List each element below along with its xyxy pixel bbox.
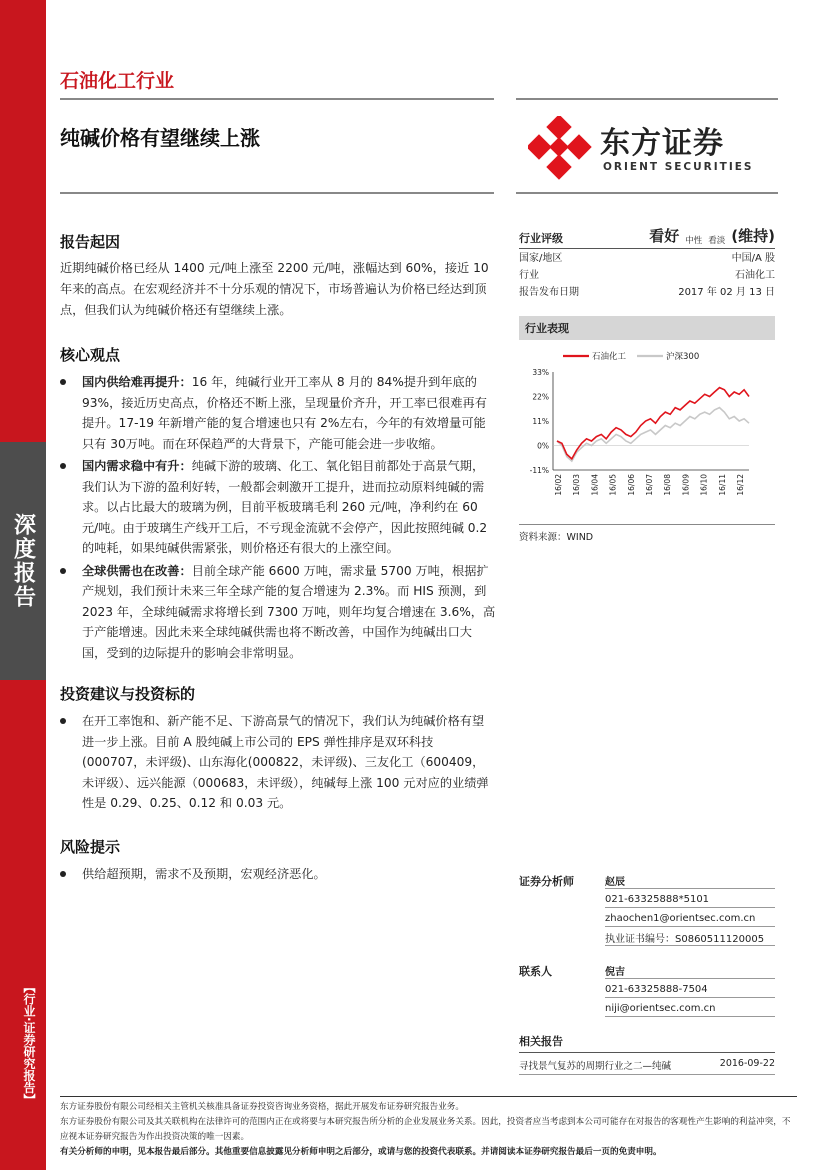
bullet-dot-icon	[60, 871, 66, 877]
related-reports	[519, 1033, 775, 1075]
info-key: 报告发布日期	[519, 287, 579, 298]
x-tick-label: 16/05	[608, 474, 618, 496]
header-rule-bottom	[60, 192, 494, 194]
bullet-text: 在开工率饱和、新产能不足、下游高景气的情况下，我们认为纯碱价格有望进一步上涨。目前 A 股纯碱上市公司的 EPS 弹性排序是双环科技(000707，未评级)、山东海化(000822，未评级)、三友化工（600409，未评级）、远兴能源（000683，未评级），纯碱每上涨 100 元对应的业绩弹性是 0.29、0.25、0.12 和 0.03 元。	[82, 714, 489, 810]
core-bullet-demand	[60, 456, 496, 559]
y-tick-label: 22%	[532, 392, 549, 402]
chart-source: 资料来源：WIND	[519, 524, 775, 543]
header-rule-top	[60, 98, 494, 100]
x-tick-label: 16/07	[645, 474, 654, 496]
sidebar-report-type: 深度报告	[10, 513, 36, 609]
footer-line-2: 东方证券股份有限公司及其关联机构在法律许可的范围内正在或将要与本研究报告所分析的企业发展业务关系。因此，投资者应当考虑到本公司可能存在对报告的客观性产生影响的利益冲突，不应视本证券研究报告为作出投资决策的唯一因素。	[60, 1117, 791, 1142]
footer-line-1: 东方证券股份有限公司经相关主管机关核准具备证券投资咨询业务资格，据此开展发布证券研究报告业务。	[60, 1102, 464, 1112]
info-value: 中国/A 股	[731, 253, 775, 264]
y-tick-label: 0%	[537, 441, 549, 451]
rating-info-table	[519, 248, 775, 299]
x-tick-label: 16/02	[554, 474, 563, 496]
bullet-text: 16 年，纯碱行业开工率从 8 月的 84%提升到年底的93%，接近历史高点，价格还不断上涨，呈现量价齐升，开工率已很难再有提升。17-19 年新增产能的复合增速也只有 2%左右，今年的有效增量可能只有 30万吨。而在环保趋严的大背景下，产能可能会进一步收缩。	[82, 375, 487, 451]
bullet-dot-icon	[60, 463, 66, 469]
logo-chinese-name: 东方证券	[600, 126, 724, 161]
legend-label-petro: 石油化工	[592, 352, 627, 362]
bullet-text: 供给超预期，需求不及预期，宏观经济恶化。	[82, 867, 326, 881]
bullet-dot-icon	[60, 718, 66, 724]
bullet-dot-icon	[60, 568, 66, 574]
contact-name: 倪吉	[605, 962, 775, 979]
rating-option-negative: 看淡	[708, 236, 726, 246]
contact-block	[519, 962, 775, 1017]
related-item-date: 2016-09-22	[719, 1058, 775, 1069]
rating-option-neutral: 中性	[685, 236, 703, 246]
rating-label: 行业评级	[519, 232, 563, 245]
core-bullet-supply	[60, 372, 496, 454]
info-value: 石油化工	[735, 270, 775, 281]
footer-rule	[60, 1096, 797, 1097]
analyst-name: 赵辰	[605, 872, 775, 889]
contact-email: niji@orientsec.com.cn	[605, 1000, 775, 1017]
info-key: 行业	[519, 270, 539, 281]
x-tick-label: 16/03	[572, 474, 582, 496]
logo-rule-bottom	[516, 192, 778, 194]
related-label: 相关报告	[519, 1033, 775, 1053]
logo-english-name: ORIENT SECURITIES	[603, 161, 754, 173]
industry-name: 石油化工行业	[60, 70, 175, 92]
rating-status: (维持)	[731, 227, 775, 245]
analyst-email: zhaochen1@orientsec.com.cn	[605, 910, 775, 927]
x-tick-label: 16/12	[736, 474, 745, 496]
risk-bullet	[60, 864, 496, 885]
series-line-hs300	[557, 408, 749, 462]
footer-disclaimer	[60, 1100, 797, 1160]
risk-bullet-list	[60, 864, 496, 887]
report-title: 纯碱价格有望继续上涨	[60, 126, 260, 150]
x-tick-label: 16/09	[681, 474, 691, 496]
performance-chart	[519, 344, 775, 520]
info-key: 国家/地区	[519, 253, 563, 264]
info-row-date	[519, 282, 775, 299]
rating-row	[519, 224, 775, 249]
x-tick-label: 16/06	[626, 474, 636, 496]
analyst-label: 证券分析师	[519, 875, 574, 888]
sidebar-subtitle: 【行业·证券研究报告】	[22, 980, 36, 1106]
y-tick-label: 33%	[532, 368, 549, 377]
series-line-petro	[557, 388, 749, 459]
related-item-title[interactable]: 寻找景气复苏的周期行业之二—纯碱	[519, 1061, 672, 1072]
logo-rule-top	[516, 98, 778, 100]
y-tick-label: -11%	[529, 466, 549, 475]
y-tick-label: 11%	[532, 417, 549, 426]
rating-value: 看好	[649, 227, 680, 245]
contact-label: 联系人	[519, 965, 552, 978]
performance-heading: 行业表现	[519, 316, 775, 340]
section-heading-risk: 风险提示	[60, 838, 121, 856]
bullet-lead: 国内供给难再提升：	[82, 375, 192, 389]
info-row-industry	[519, 265, 775, 282]
analyst-block	[519, 872, 775, 946]
x-tick-label: 16/11	[717, 474, 727, 496]
info-row-region	[519, 248, 775, 265]
analyst-phone: 021-63325888*5101	[605, 891, 775, 908]
bullet-dot-icon	[60, 379, 66, 385]
x-tick-label: 16/04	[590, 474, 600, 496]
section-heading-core: 核心观点	[60, 346, 121, 364]
core-bullet-list	[60, 372, 496, 665]
x-tick-label: 16/08	[663, 474, 673, 496]
contact-phone: 021-63325888-7504	[605, 981, 775, 998]
x-tick-label: 16/10	[699, 474, 709, 496]
related-item[interactable]	[519, 1053, 775, 1075]
legend-label-hs300: 沪深300	[666, 352, 700, 362]
bullet-lead: 国内需求稳中有升：	[82, 459, 192, 473]
bullet-lead: 全球供需也在改善：	[82, 563, 192, 578]
bullet-text: 纯碱下游的玻璃、化工、氧化铝目前都处于高景气期，我们认为下游的盈利好转，一般都会刺激开工提升，进而拉动原料纯碱的需求。以占比最大的玻璃为例，目前平板玻璃毛利 260 元/吨，净利约在 60 元/吨。由于玻璃生产线开工后，不亏现金流就不会停产，因此按照纯碱 0.2 的吨耗，如果纯碱供需紧张，则价格还有很大的上涨空间。	[82, 459, 488, 555]
core-bullet-global	[60, 561, 496, 664]
orient-logo-icon	[528, 116, 592, 180]
info-value: 2017 年 02 月 13 日	[678, 287, 775, 298]
analyst-cert: 执业证书编号：S0860511120005	[605, 929, 775, 946]
origin-paragraph: 近期纯碱价格已经从 1400 元/吨上涨至 2200 元/吨，涨幅达到 60%，接近 10 年来的高点。在宏观经济并不十分乐观的情况下，市场普遍认为价格已经达到顶点，但我们认为纯碱价格还有望继续上涨。	[60, 261, 489, 317]
invest-bullet-list	[60, 711, 496, 816]
section-heading-invest: 投资建议与投资标的	[60, 685, 196, 703]
section-heading-origin: 报告起因	[60, 233, 121, 251]
footer-line-3: 有关分析师的申明，见本报告最后部分。其他重要信息披露见分析师申明之后部分，或请与您的投资代表联系。并请阅读本证券研究报告最后一页的免责申明。	[60, 1147, 662, 1157]
invest-bullet	[60, 711, 496, 814]
bullet-text: 目前全球产能 6600 万吨，需求量 5700 万吨，根据扩产规划，我们预计未来三年全球产能的复合增速为 2.3%。而 HIS 预测，到 2023 年，全球纯碱需求将增长到 7300 万吨，则年均复合增速在 3.6%，高于产能增速。因此未来全球纯碱供需也将不断改善，中国作为纯碱出口大国，受到的边际提升的影响会非常明显。	[82, 563, 496, 660]
